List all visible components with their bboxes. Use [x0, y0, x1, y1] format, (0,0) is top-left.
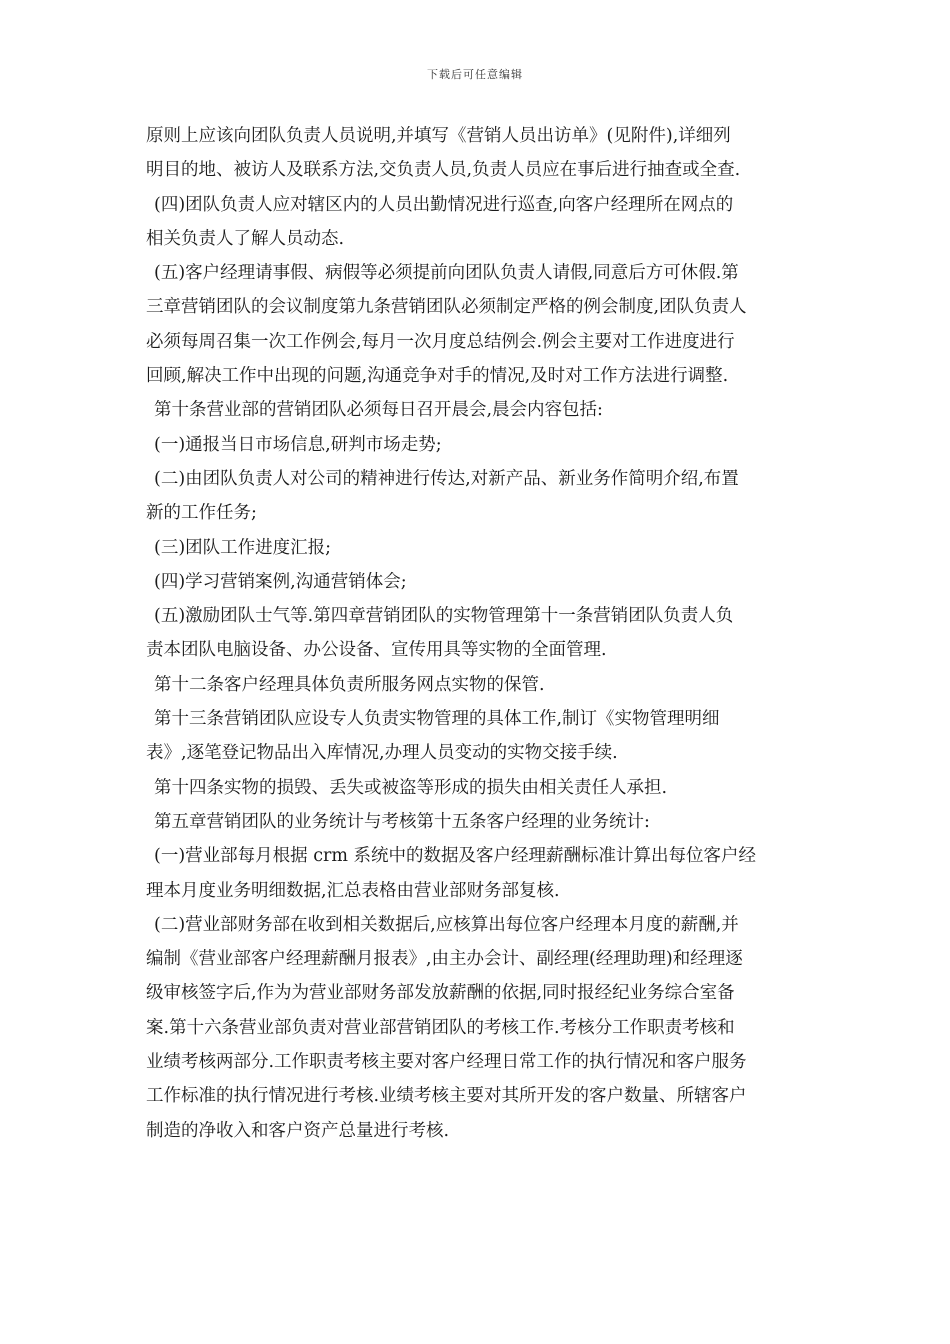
- text-line: 编制《营业部客户经理薪酬月报表》,由主办会计、副经理(经理助理)和经理逐: [146, 949, 743, 970]
- text-line: (四)团队负责人应对辖区内的人员出勤情况进行巡查,向客户经理所在网点的: [154, 194, 734, 215]
- text-line: 级审核签字后,作为为营业部财务部发放薪酬的依据,同时报经纪业务综合室备: [146, 983, 735, 1004]
- text-line: 相关负责人了解人员动态.: [146, 228, 345, 249]
- text-line: 回顾,解决工作中出现的问题,沟通竞争对手的情况,及时对工作方法进行调整.: [146, 366, 729, 387]
- text-line: 必须每周召集一次工作例会,每月一次月度总结例会.例会主要对工作进度进行: [146, 331, 735, 352]
- text-line: 三章营销团队的会议制度第九条营销团队必须制定严格的例会制度,团队负责人: [146, 297, 747, 318]
- text-line: 制造的净收入和客户资产总量进行考核.: [146, 1120, 450, 1141]
- text-line: 第十二条客户经理具体负责所服务网点实物的保管.: [154, 674, 545, 695]
- text-line: 理本月度业务明细数据,汇总表格由营业部财务部复核.: [146, 880, 560, 901]
- text-line: 明目的地、被访人及联系方法,交负责人员,负责人员应在事后进行抽查或全查.: [146, 160, 741, 181]
- text-line: (二)由团队负责人对公司的精神进行传达,对新产品、新业务作简明介绍,布置: [154, 468, 739, 489]
- text-line: 案.第十六条营业部负责对营业部营销团队的考核工作.考核分工作职责考核和: [146, 1017, 735, 1038]
- text-line: 第十三条营销团队应设专人负责实物管理的具体工作,制订《实物管理明细: [154, 709, 720, 730]
- text-line: 业绩考核两部分.工作职责考核主要对客户经理日常工作的执行情况和客户服务: [146, 1052, 747, 1073]
- text-line: (三)团队工作进度汇报;: [154, 537, 332, 558]
- text-line: 新的工作任务;: [146, 503, 257, 524]
- text-line: (一)营业部每月根据 crm 系统中的数据及客户经理薪酬标准计算出每位客户经: [154, 846, 757, 867]
- text-line: (五)激励团队士气等.第四章营销团队的实物管理第十一条营销团队负责人负: [154, 606, 734, 627]
- text-line: 第五章营销团队的业务统计与考核第十五条客户经理的业务统计:: [154, 811, 650, 832]
- text-line: (一)通报当日市场信息,研判市场走势;: [154, 434, 442, 455]
- text-line: (五)客户经理请事假、病假等必须提前向团队负责人请假,同意后方可休假.第: [154, 263, 739, 284]
- text-line: (四)学习营销案例,沟通营销体会;: [154, 571, 407, 592]
- text-line: (二)营业部财务部在收到相关数据后,应核算出每位客户经理本月度的薪酬,并: [154, 914, 739, 935]
- page-header: 下载后可任意编辑: [427, 68, 523, 81]
- text-line: 第十条营业部的营销团队必须每日召开晨会,晨会内容包括:: [154, 400, 603, 421]
- text-line: 第十四条实物的损毁、丢失或被盗等形成的损失由相关责任人承担.: [154, 777, 668, 798]
- document-body: [146, 119, 811, 1148]
- text-line: 原则上应该向团队负责人员说明,并填写《营销人员出访单》(见附件),详细列: [146, 126, 731, 146]
- text-line: 责本团队电脑设备、办公设备、宣传用具等实物的全面管理.: [146, 640, 607, 661]
- text-line: 表》,逐笔登记物品出入库情况,办理人员变动的实物交接手续.: [146, 743, 618, 764]
- text-line: 工作标准的执行情况进行考核.业绩考核主要对其所开发的客户数量、所辖客户: [146, 1086, 747, 1107]
